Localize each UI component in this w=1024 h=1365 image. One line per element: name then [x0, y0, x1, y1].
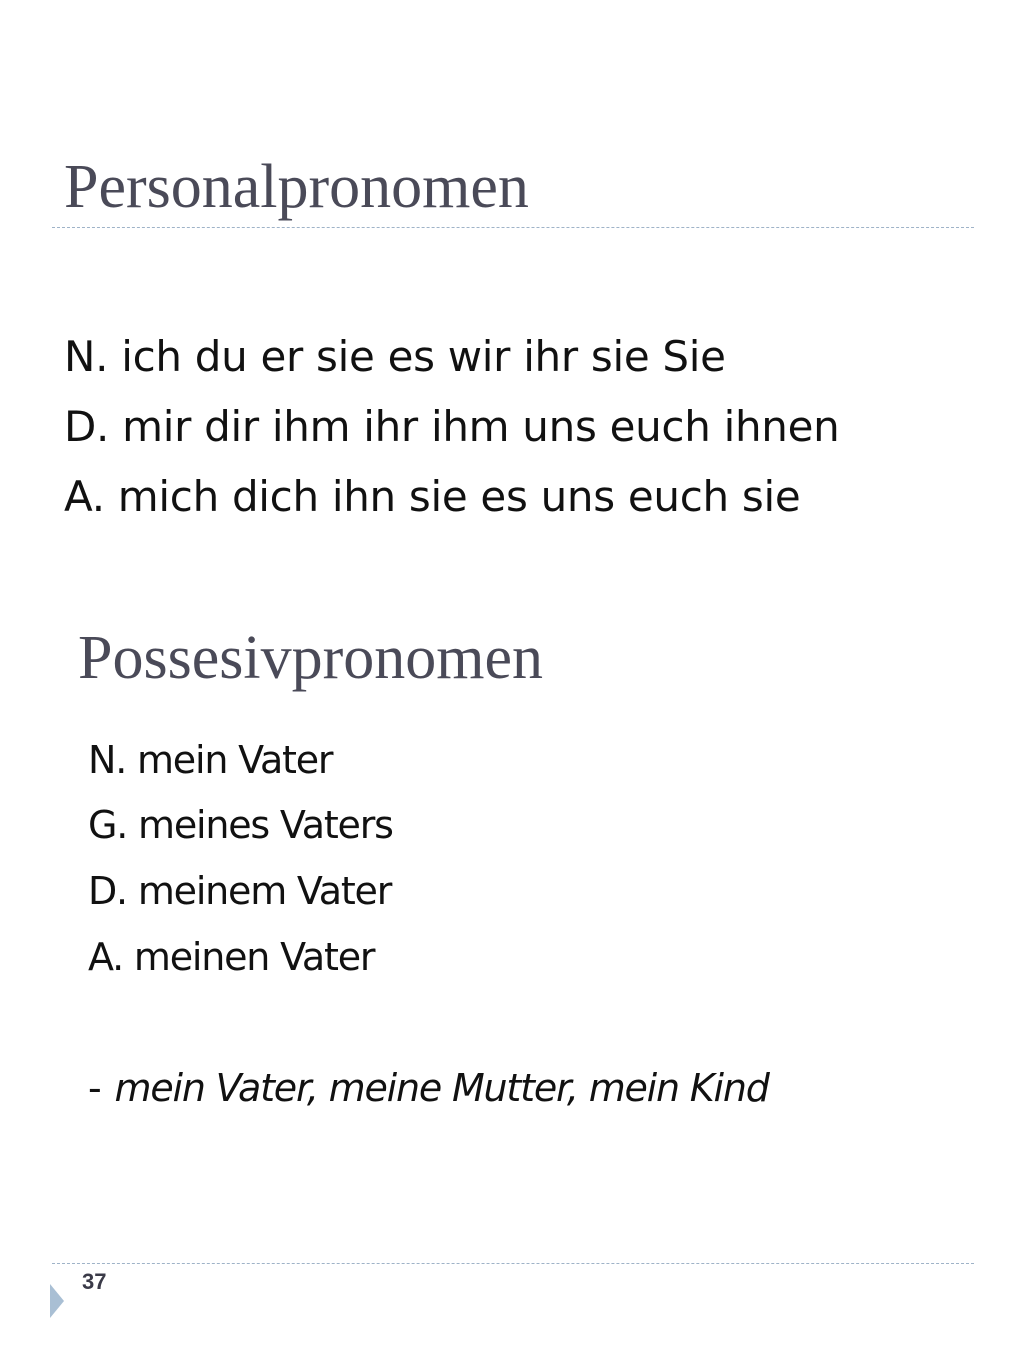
example-text: mein Vater, meine Mutter, mein Kind — [114, 1066, 769, 1110]
triangle-bullet-icon — [49, 1283, 65, 1319]
possessive-accusative-line: A. meinen Vater — [88, 935, 375, 979]
nominative-pronouns-line: N. ich du er sie es wir ihr sie Sie — [64, 332, 726, 381]
example-dash: - — [88, 1066, 101, 1110]
example-line — [88, 1066, 769, 1110]
possessive-nominative-line: N. mein Vater — [88, 738, 333, 782]
page-number: 37 — [82, 1269, 107, 1294]
possessive-genitive-line: G. meines Vaters — [88, 803, 393, 847]
title-divider — [52, 227, 974, 228]
slide-title-possesivpronomen: Possesivpronomen — [78, 624, 543, 692]
slide-title-personalpronomen: Personalpronomen — [64, 153, 529, 221]
accusative-pronouns-line: A. mich dich ihn sie es uns euch sie — [64, 472, 801, 521]
footer-divider — [52, 1263, 974, 1264]
dative-pronouns-line: D. mir dir ihm ihr ihm uns euch ihnen — [64, 402, 840, 451]
possessive-dative-line: D. meinem Vater — [88, 869, 392, 913]
